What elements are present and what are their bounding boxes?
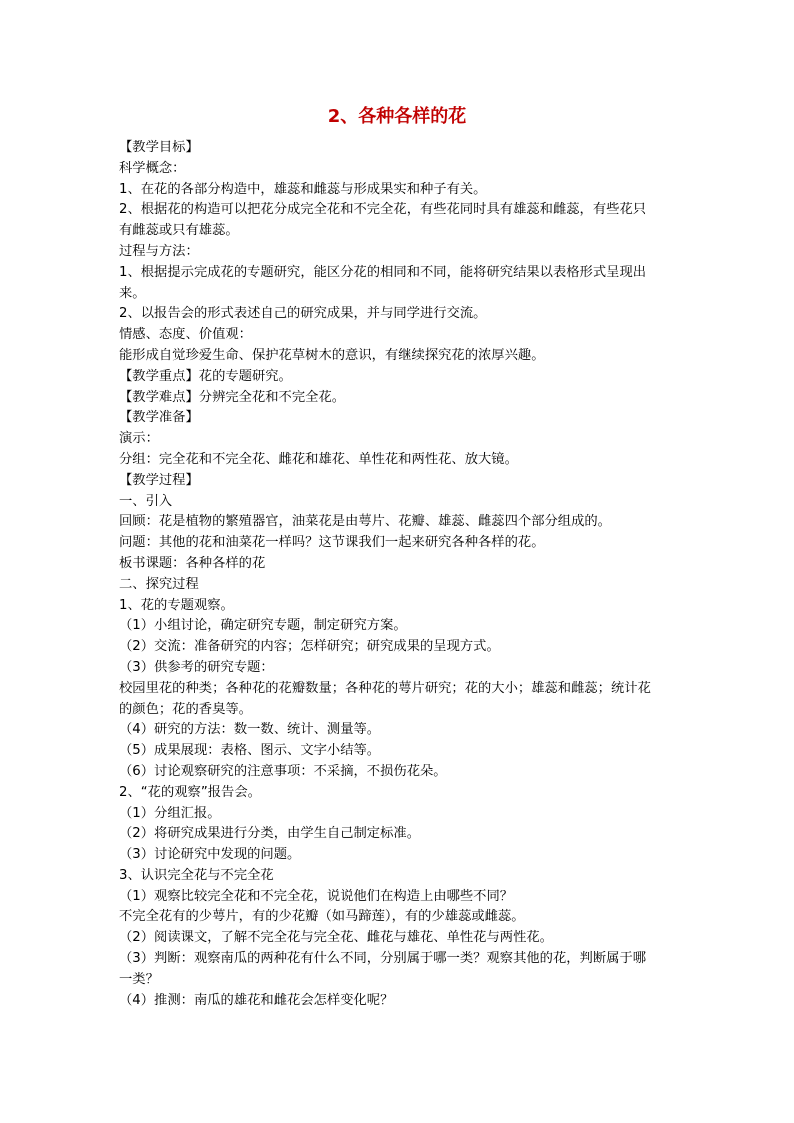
text-line: 能形成自觉珍爱生命、保护花草树木的意识，有继续探究花的浓厚兴趣。 xyxy=(119,347,545,363)
text-line: 二、探究过程 xyxy=(119,576,199,592)
text-line: （3）判断：观察南瓜的两种花有什么不同，分别属于哪一类？观察其他的花，判断属于哪 xyxy=(119,951,647,967)
text-line: 科学概念： xyxy=(119,160,186,176)
text-line: （4）研究的方法：数一数、统计、测量等。 xyxy=(119,722,381,738)
text-line: 回顾：花是植物的繁殖器官，油菜花是由萼片、花瓣、雄蕊、雌蕊四个部分组成的。 xyxy=(119,514,611,530)
text-line: 过程与方法： xyxy=(119,243,199,259)
text-line: 3、认识完全花与不完全花 xyxy=(119,867,274,883)
text-line: 【教学目标】 xyxy=(119,140,199,155)
text-line: 2、以报告会的形式表述自己的研究成果，并与同学进行交流。 xyxy=(119,306,487,322)
text-line: 1、花的专题观察。 xyxy=(119,597,234,613)
text-line: 1、根据提示完成花的专题研究，能区分花的相同和不同，能将研究结果以表格形式呈现出 xyxy=(119,264,647,280)
text-line: 情感、态度、价值观： xyxy=(119,327,252,343)
document-body xyxy=(119,138,679,1011)
text-line: （1）观察比较完全花和不完全花，说说他们在构造上由哪些不同？ xyxy=(119,888,514,904)
text-line: （6）讨论观察研究的注意事项：不采摘，不损伤花朵。 xyxy=(119,763,447,779)
text-line: 板书课题：各种各样的花 xyxy=(119,555,266,571)
text-line: 【教学重点】花的专题研究。 xyxy=(119,368,292,384)
text-line: （5）成果展现：表格、图示、文字小结等。 xyxy=(119,743,381,759)
text-line: （2）阅读课文，了解不完全花与完全花、雌花与雄花、单性花与两性花。 xyxy=(119,930,553,946)
text-line: 【教学过程】 xyxy=(119,472,199,488)
text-line: （1）分组汇报。 xyxy=(119,805,221,821)
text-line: （2）交流：准备研究的内容；怎样研究；研究成果的呈现方式。 xyxy=(119,639,500,655)
text-line: 2、根据花的构造可以把花分成完全花和不完全花，有些花同时具有雄蕊和雌蕊，有些花只 xyxy=(119,202,647,218)
text-line: 一类？ xyxy=(119,971,159,987)
text-line: 分组：完全花和不完全花、雌花和雄花、单性花和两性花、放大镜。 xyxy=(119,451,518,467)
text-line: 的颜色；花的香臭等。 xyxy=(119,701,252,717)
text-line: （1）小组讨论，确定研究专题，制定研究方案。 xyxy=(119,618,407,634)
text-line: 【教学难点】分辨完全花和不完全花。 xyxy=(119,389,346,405)
document-title: 2、各种各样的花 xyxy=(327,106,467,127)
text-line: （3）供参考的研究专题： xyxy=(119,659,274,675)
text-line: 演示： xyxy=(119,431,159,447)
text-line: 校园里花的种类；各种花的花瓣数量；各种花的萼片研究；花的大小；雄蕊和雌蕊；统计花 xyxy=(119,680,651,696)
text-line: 问题：其他的花和油菜花一样吗？这节课我们一起来研究各种各样的花。 xyxy=(119,535,545,551)
text-line: （2）将研究成果进行分类，由学生自己制定标准。 xyxy=(119,826,420,842)
text-line: 来。 xyxy=(119,285,146,301)
text-line: 一、引入 xyxy=(119,493,173,509)
text-line: 2、“花的观察”报告会。 xyxy=(119,784,261,800)
text-line: 不完全花有的少萼片，有的少花瓣（如马蹄莲），有的少雄蕊或雌蕊。 xyxy=(119,909,525,925)
text-line: 【教学准备】 xyxy=(119,410,199,426)
text-line: 1、在花的各部分构造中，雄蕊和雌蕊与形成果实和种子有关。 xyxy=(119,181,487,197)
text-line: 有雌蕊或只有雄蕊。 xyxy=(119,223,239,239)
text-line: （4）推测：南瓜的雄花和雌花会怎样变化呢？ xyxy=(119,992,394,1008)
text-line: （3）讨论研究中发现的问题。 xyxy=(119,847,301,863)
